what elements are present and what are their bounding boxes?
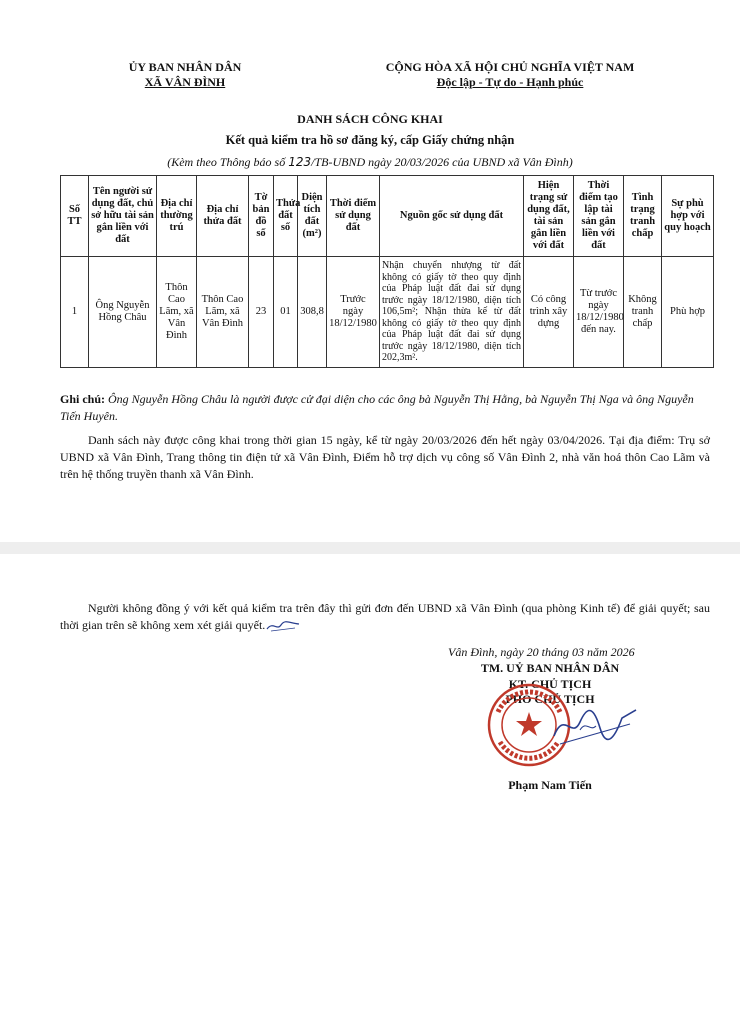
for-chair-line: KT. CHỦ TỊCH <box>508 676 592 691</box>
nation-line-1: CỘNG HÒA XÃ HỘI CHỦ NGHĨA VIỆT NAM <box>385 60 635 74</box>
column-header: Thửa đất số <box>274 176 298 257</box>
column-header: Địa chỉ thửa đất <box>197 176 249 257</box>
cell-map-sheet: 23 <box>249 257 274 368</box>
cell-stt: 1 <box>61 257 89 368</box>
cell-parcel-no: 01 <box>274 257 298 368</box>
table-header-row <box>61 176 714 257</box>
note-label: Ghi chú: <box>60 392 106 406</box>
cell-planning: Phù hợp <box>662 257 714 368</box>
column-header: Tên người sử dụng đất, chủ sở hữu tài sản gắn liền với đất <box>89 176 157 257</box>
document-subtitle: Kết quả kiểm tra hồ sơ đăng ký, cấp Giấy chứng nhận <box>225 133 515 147</box>
document-title: DANH SÁCH CÔNG KHAI <box>297 112 443 126</box>
on-behalf-line: TM. UỶ BAN NHÂN DÂN <box>480 661 620 675</box>
cell-origin: Nhận chuyển nhượng từ đất không có giấy tờ theo quy định của Pháp luật đất đai sử dụng trước ngày 18/12/1980, diện tích 106,5m²; Nhận thừa kế từ đất không có giấy tờ theo quy định của Pháp luật đất đai sử dụng trước ngày 18/12/1980, diện tích 202,3m². <box>380 257 524 368</box>
cell-use-time: Trước ngày 18/12/1980 <box>327 257 380 368</box>
agency-line-2: XÃ VÂN ĐÌNH <box>144 75 226 89</box>
column-header: Diện tích đất (m²) <box>298 176 327 257</box>
signer-name: Phạm Nam Tiến <box>508 778 592 792</box>
page-separator <box>0 542 740 554</box>
column-header: Tình trạng tranh chấp <box>624 176 662 257</box>
cell-status: Có công trình xây dựng <box>524 257 574 368</box>
column-header: Sự phù hợp với quy hoạch <box>662 176 714 257</box>
cell-parcel-address: Thôn Cao Lãm, xã Vân Đình <box>197 257 249 368</box>
cell-dispute: Không tranh chấp <box>624 257 662 368</box>
column-header: Hiện trạng sử dụng đất, tài sản gắn liền với đất <box>524 176 574 257</box>
cell-residence: Thôn Cao Lãm, xã Vân Đình <box>157 257 197 368</box>
table-row <box>61 257 714 368</box>
objection-text: Người không đồng ý với kết quả kiểm tra trên đây thì gửi đơn đến UBND xã Vân Đình (qua phòng Kinh tế) để giải quyết; sau thời gian trên sẽ không xem xét giải quyết. <box>60 601 710 632</box>
attach-prefix: (Kèm theo Thông báo số <box>167 155 289 169</box>
note-text: Ông Nguyễn Hồng Châu là người được cử đại diện cho các ông bà Nguyễn Thị Hằng, bà Nguyễn Thị Nga và ông Nguyễn Tiến Huyên. <box>60 392 694 423</box>
column-header: Nguồn gốc sử dụng đất <box>380 176 524 257</box>
initial-signature-icon <box>265 619 301 633</box>
column-header: Số TT <box>61 176 89 257</box>
agency-header <box>100 60 270 90</box>
nation-motto: Độc lập - Tự do - Hạnh phúc <box>436 75 584 89</box>
cell-area: 308,8 <box>298 257 327 368</box>
position-line: PHÓ CHỦ TỊCH <box>505 692 595 706</box>
handwritten-signature-icon <box>550 700 640 750</box>
agency-line-1: ỦY BAN NHÂN DÂN <box>128 60 242 74</box>
publication-paragraph: Danh sách này được công khai trong thời gian 15 ngày, kể từ ngày 20/03/2026 đến hết ngày 03/04/2026. Tại địa điểm: Trụ sở UBND xã Vân Đình, Trang thông tin điện tử xã Vân Đình, Điểm hỗ trợ dịch vụ công số Vân Đình 2, nhà văn hoá thôn Cao Lãm và trên hệ thống truyền thanh xã Vân Đình. <box>60 433 710 481</box>
attach-suffix: /TB-UBND ngày 20/03/2026 của UBND xã Vân Đình) <box>311 155 573 169</box>
cell-owner: Ông Nguyễn Hồng Châu <box>89 257 157 368</box>
cell-asset-time: Từ trước ngày 18/12/1980 đến nay. <box>574 257 624 368</box>
column-header: Thời điểm tạo lập tài sản gắn liền với đất <box>574 176 624 257</box>
attach-number: 123 <box>288 155 312 169</box>
applicant-table <box>60 175 714 368</box>
national-header <box>370 60 650 90</box>
column-header: Tờ bản đồ số <box>249 176 274 257</box>
attachment-reference <box>0 155 740 170</box>
objection-paragraph <box>60 600 710 634</box>
note <box>60 391 710 425</box>
column-header: Địa chỉ thường trú <box>157 176 197 257</box>
column-header: Thời điểm sử dụng đất <box>327 176 380 257</box>
signing-date: Vân Đình, ngày 20 tháng 03 năm 2026 <box>448 645 635 659</box>
